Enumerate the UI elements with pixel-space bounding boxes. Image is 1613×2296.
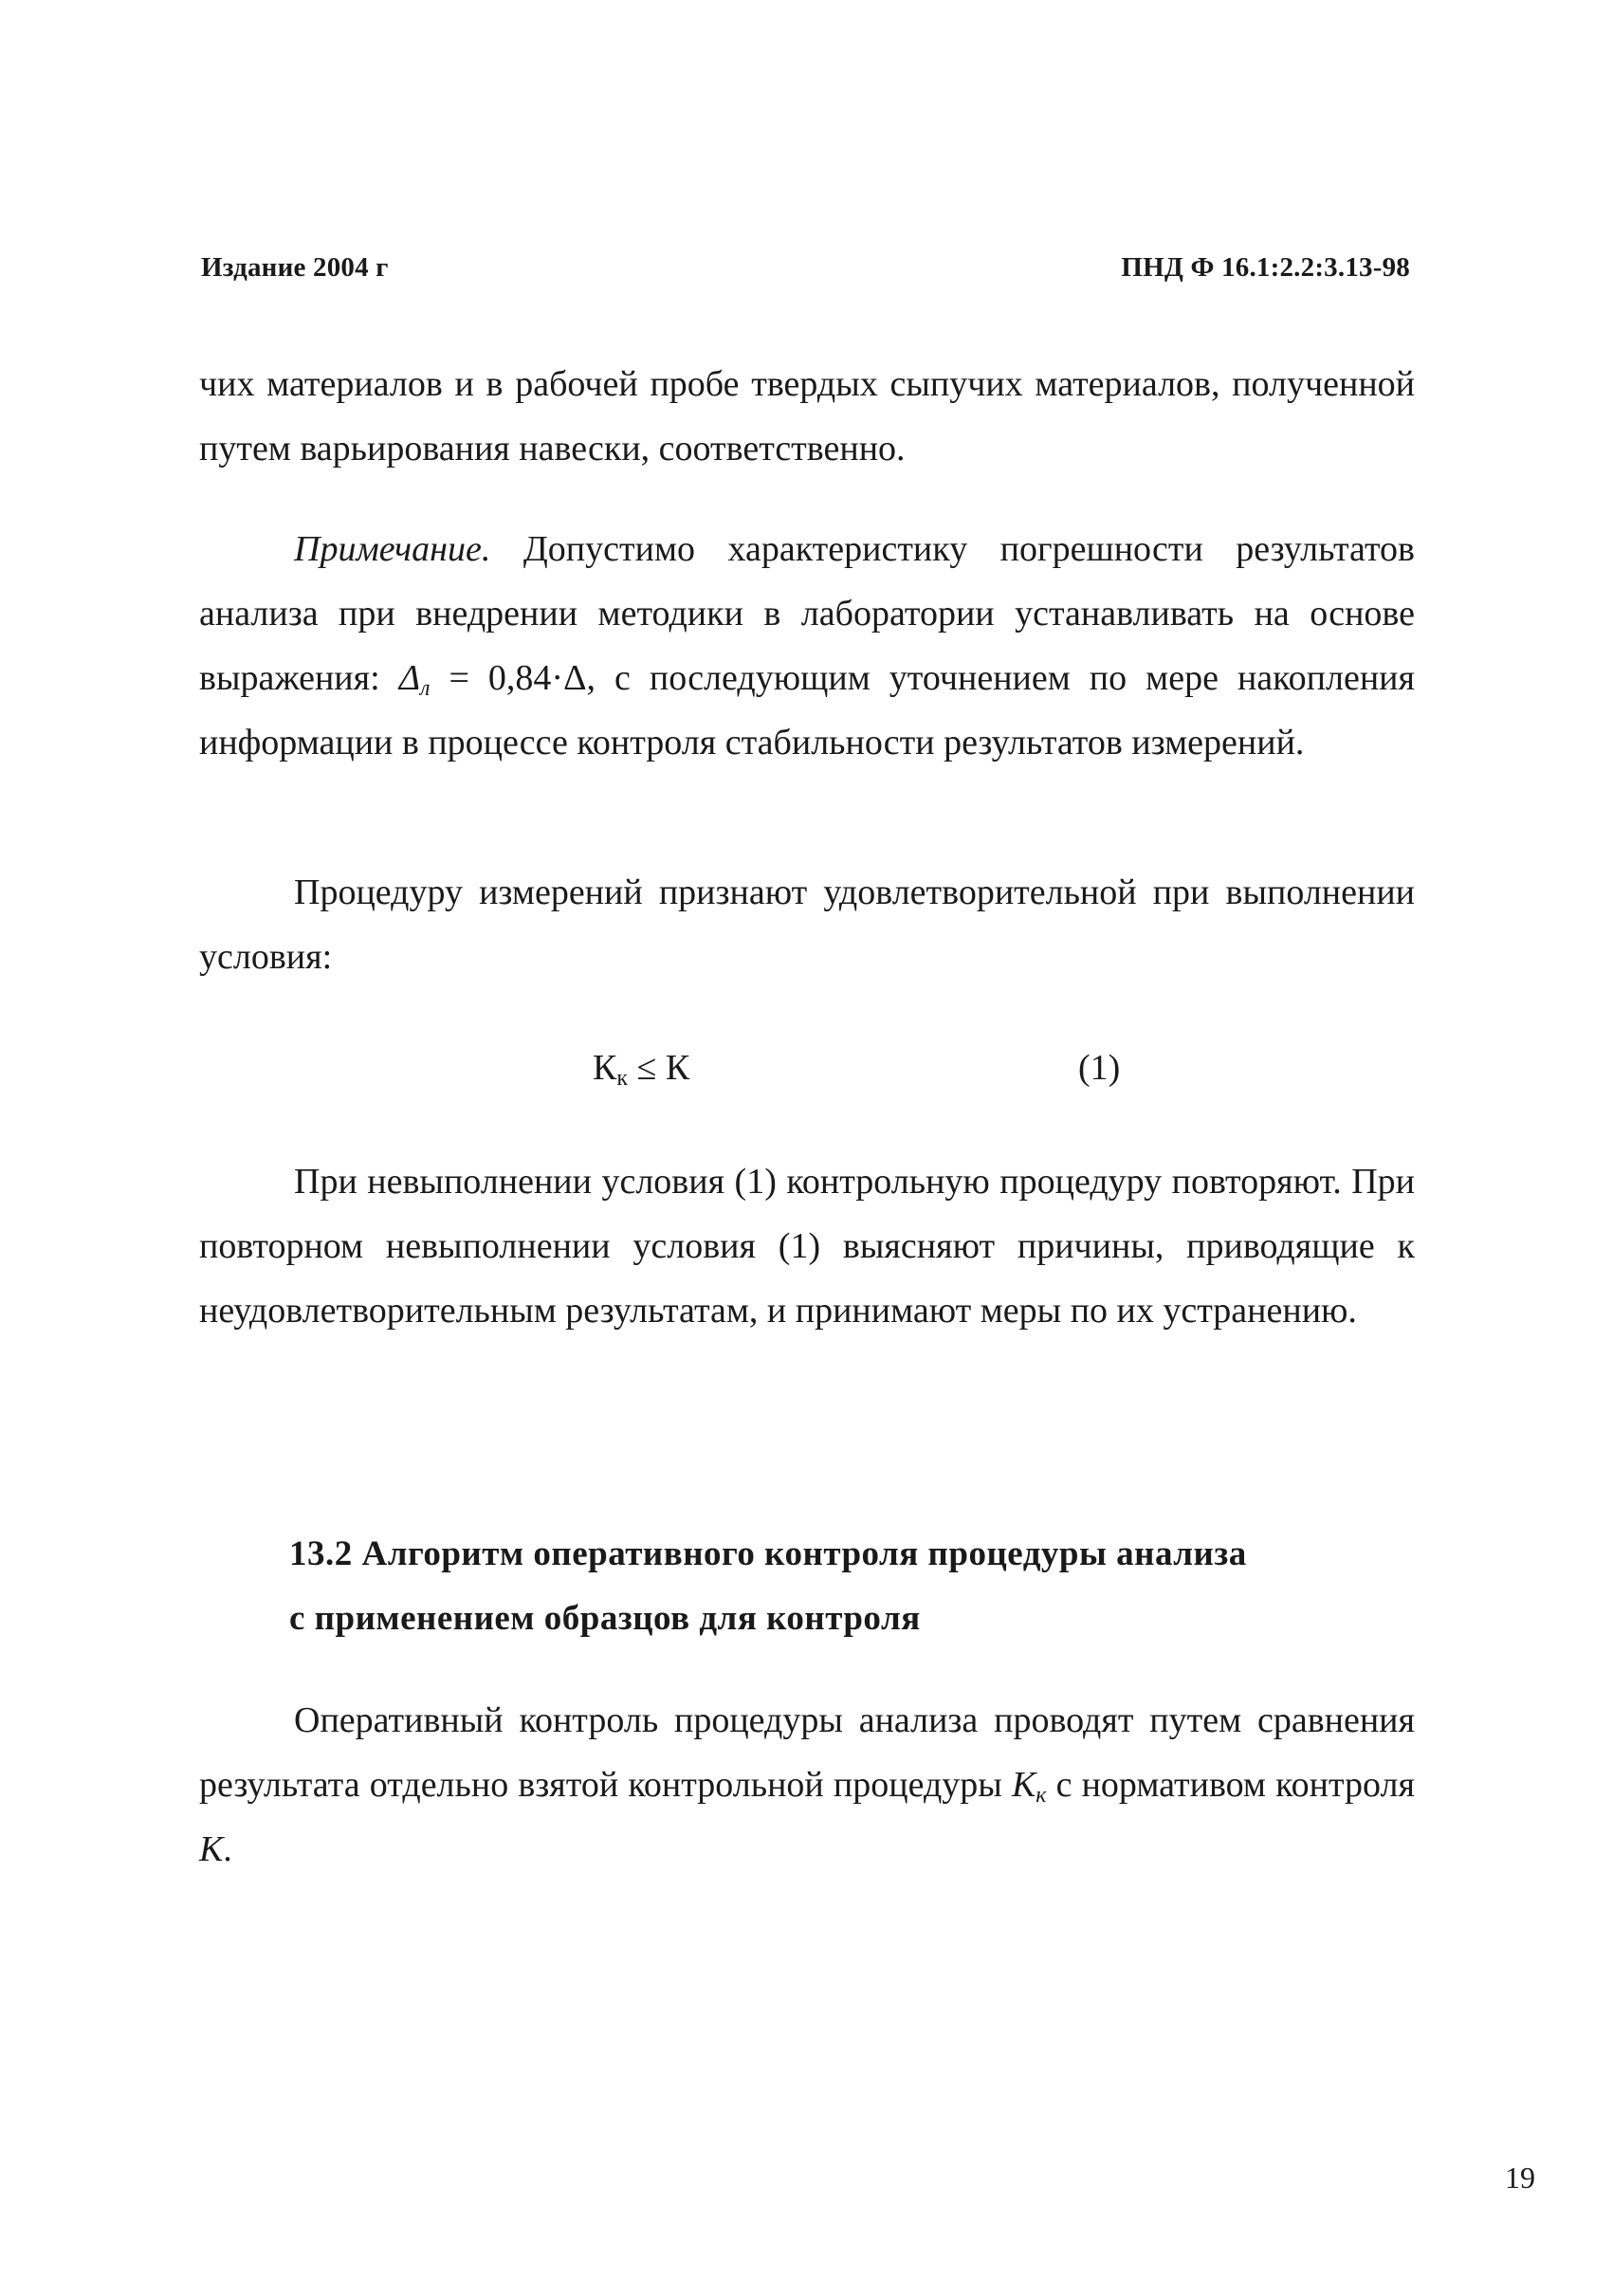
failure-paragraph <box>199 1149 1415 1343</box>
section-heading <box>289 1522 1427 1651</box>
operational-control-paragraph <box>199 1688 1415 1882</box>
document-code: ПНД Ф 16.1:2.2:3.13-98 <box>1121 252 1410 283</box>
page-number: 19 <box>1505 2160 1535 2195</box>
section-heading-line2: с применением образцов для контроля <box>289 1599 921 1638</box>
delta-symbol: Δ <box>398 658 420 698</box>
formula-rest: ≤ К <box>628 1048 690 1088</box>
oc-k2: К <box>199 1829 224 1869</box>
oc-text-b: с нормативом контроля <box>1046 1765 1415 1805</box>
oc-k: К <box>1011 1765 1036 1805</box>
formula-k: К <box>593 1048 617 1088</box>
note-label: Примечание. <box>294 529 491 569</box>
oc-k-subscript: к <box>1036 1783 1047 1808</box>
equation-number: (1) <box>1078 1048 1121 1088</box>
failure-text: При невыполнении условия (1) контрольную процедуру повторяют. При повторном невыполнении условия (1) выясняют причины, приводящие к неудовлетворительным результатам, и принимают меры по их устранению. <box>199 1162 1415 1331</box>
delta-subscript: л <box>420 676 431 701</box>
edition-label: Издание 2004 г <box>201 252 389 283</box>
condition-paragraph <box>199 860 1415 989</box>
oc-text-a: Оперативный контроль процедуры анализа проводят путем сравнения результата отдельно взятой контрольной процедуры <box>199 1700 1415 1805</box>
condition-text: Процедуру измерений признают удовлетворительной при выполнении условия: <box>199 872 1415 977</box>
oc-text-c: . <box>223 1829 232 1869</box>
formula-k-subscript: к <box>616 1066 629 1091</box>
section-heading-line1: 13.2 Алгоритм оперативного контроля процедуры анализа <box>289 1534 1247 1573</box>
formula <box>593 1041 689 1094</box>
note-text-b: = 0,84·Δ, с последующим уточнением по мере накопления информации в процессе контроля стабильности результатов измерений. <box>199 658 1415 762</box>
note-text-a: Допустимо характеристику погрешности результатов анализа при внедрении методики в лаборатории устанавливать на основе выражения: <box>199 529 1415 698</box>
paragraph-continuation <box>199 352 1415 481</box>
paragraph-text: чих материалов и в рабочей пробе твердых сыпучих материалов, полученной путем варьирования навески, соответственно. <box>199 364 1415 468</box>
note-paragraph <box>199 517 1415 775</box>
